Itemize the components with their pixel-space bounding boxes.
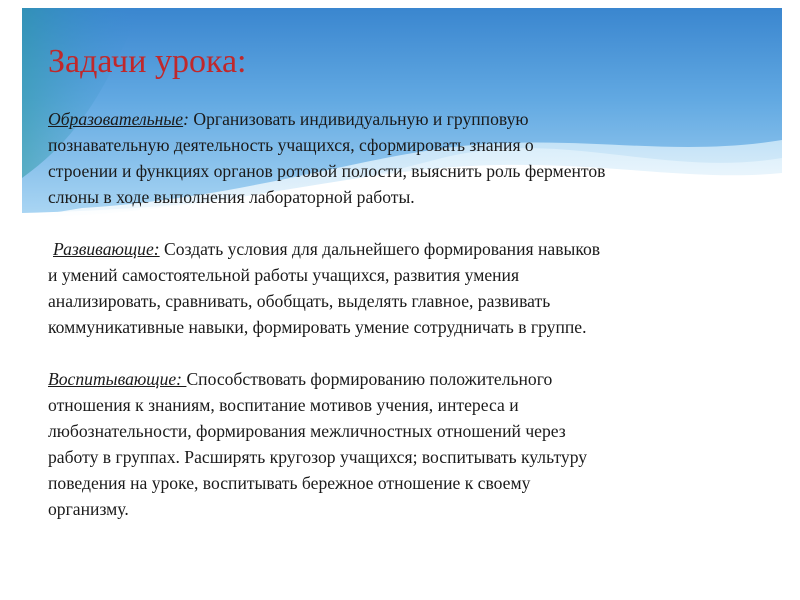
section-label-colon: : [183,109,189,129]
section-text: Создать условия для дальнейшего формирования навыков [159,239,601,259]
section-line: строении и функциях органов ротовой полости, выяснить роль ферментов [48,161,606,181]
section-label: Развивающие: [53,239,160,259]
lesson-objectives [48,106,760,522]
section-line [48,236,760,262]
section-line: коммуникативные навыки, формировать умение сотрудничать в группе. [48,317,587,337]
section-upbringing [48,366,760,522]
section-line: работу в группах. Расширять кругозор учащихся; воспитывать культуру [48,447,588,467]
section-label: Образовательные [48,109,184,129]
section-line: и умений самостоятельной работы учащихся, развития умения [48,265,520,285]
section-text: Организовать индивидуальную и групповую [188,109,529,129]
section-line: анализировать, сравнивать, обобщать, выделять главное, развивать [48,291,551,311]
section-line [48,106,760,132]
section-line: поведения на уроке, воспитывать бережное отношение к своему [48,473,531,493]
section-line: познавательную деятельность учащихся, сформировать знания о [48,135,534,155]
slide-title: Задачи урока: [48,43,247,80]
section-developmental [48,236,760,340]
section-line: любознательности, формирования межличностных отношений через [48,421,566,441]
section-educational [48,106,760,210]
section-line: слюны в ходе выполнения лабораторной работы. [48,187,415,207]
section-line: организму. [48,499,129,519]
section-label: Воспитывающие: [48,369,187,389]
section-line [48,366,760,392]
section-line: отношения к знаниям, воспитание мотивов учения, интереса и [48,395,519,415]
section-text: Способствовать формированию положительного [186,369,553,389]
